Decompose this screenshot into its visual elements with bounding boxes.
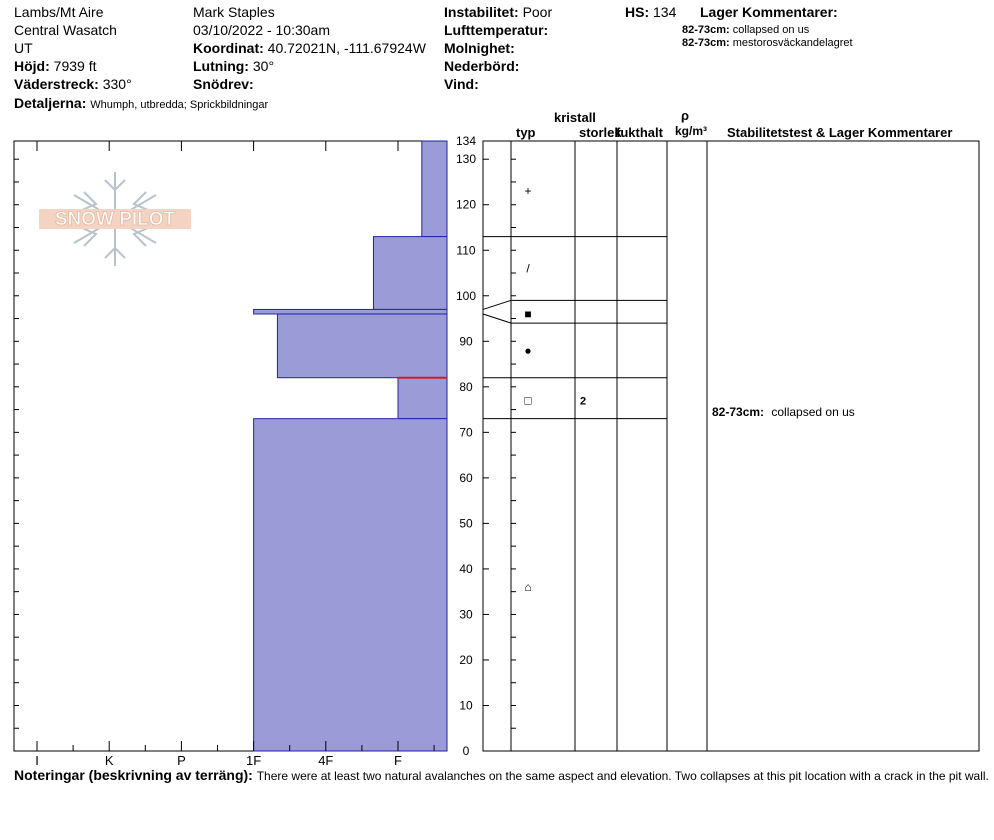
- slope-label: Lutning:: [193, 58, 249, 74]
- x-tick-label: 1F: [246, 753, 262, 768]
- precip-label: Nederbörd:: [444, 58, 520, 74]
- hardness-bar: [277, 314, 447, 378]
- slope-value: 30°: [252, 58, 275, 74]
- elevation-value: 7939 ft: [53, 58, 97, 74]
- stability-comment-text: collapsed on us: [771, 405, 855, 419]
- right-ticks: [511, 159, 516, 751]
- x-tick-label: I: [35, 753, 39, 768]
- wind-label: Vind:: [444, 76, 479, 92]
- x-tick-label: P: [177, 753, 186, 768]
- coord-label: Koordinat:: [193, 40, 264, 56]
- x-tick-label: F: [394, 753, 402, 768]
- grain-sizes: [580, 395, 586, 407]
- size-header: storlek: [579, 125, 622, 140]
- hardness-bar: [422, 141, 447, 237]
- drift-label: Snödrev:: [193, 76, 254, 92]
- aspect-label: Väderstreck:: [14, 76, 99, 92]
- y-tick-label: 130: [455, 152, 477, 167]
- grain-type-symbol: /: [526, 261, 530, 276]
- state: UT: [14, 40, 33, 56]
- type-header: typ: [516, 125, 536, 140]
- instability-value: Poor: [522, 4, 553, 20]
- y-axis: [456, 134, 489, 758]
- rho-header: ρ: [681, 108, 690, 123]
- aspect-value: 330°: [102, 76, 132, 92]
- mountain-range: Central Wasatch: [14, 22, 117, 38]
- y-tick-label: 90: [459, 334, 473, 349]
- y-tick-label: 50: [459, 516, 473, 531]
- y-tick-label: 70: [459, 425, 473, 440]
- y-tick-label: 110: [456, 243, 476, 258]
- airtemp-label: Lufttemperatur:: [444, 22, 549, 38]
- grain-type-symbol: +: [524, 184, 532, 199]
- coord-value: 40.72021N, -111.67924W: [267, 40, 426, 56]
- stability-header: Stabilitetstest & Lager Kommentarer: [727, 125, 953, 140]
- moisture-header: fukthalt: [616, 125, 663, 140]
- grain-type-symbol: ●: [524, 343, 532, 358]
- grain-type-symbol: ⌂: [524, 580, 532, 595]
- hardness-bars: [254, 141, 447, 751]
- layer-comment-text: collapsed on us: [732, 24, 810, 36]
- stability-comment: [712, 405, 855, 419]
- y-tick-label: 10: [459, 698, 473, 713]
- details-value: Whumph, utbredda; Sprickbildningar: [90, 99, 269, 111]
- notes-text: There were at least two natural avalanches on the same aspect and elevation. Two collapses at this pit location with a crack in the pit wall.: [256, 769, 989, 783]
- y-tick-label: 60: [459, 470, 473, 485]
- stability-comment-range: 82-73cm:: [712, 405, 765, 419]
- y-tick-label: 0: [462, 744, 470, 758]
- datetime: 03/10/2022 - 10:30am: [193, 22, 330, 38]
- layer-comment-range: 82-73cm:: [682, 37, 730, 49]
- density-unit-header: kg/m³: [675, 124, 708, 138]
- y-tick-label: 20: [459, 652, 473, 667]
- y-tick-label: 80: [459, 379, 473, 394]
- instability-label: Instabilitet:: [444, 4, 519, 20]
- logo-text: SNOW PILOT: [54, 209, 176, 230]
- hardness-bar: [373, 237, 447, 310]
- notes-label: Noteringar (beskrivning av terräng):: [14, 767, 253, 783]
- x-tick-label: 4F: [318, 753, 334, 768]
- grain-size-value: 2: [580, 395, 587, 408]
- layer-table-frame: [483, 141, 979, 751]
- cloud-label: Molnighet:: [444, 40, 515, 56]
- layer-comments-label: Lager Kommentarer:: [700, 4, 838, 20]
- x-tick-label: K: [104, 753, 114, 768]
- y-tick-label: 100: [455, 288, 477, 303]
- details-label: Detaljerna:: [14, 95, 87, 111]
- location: Lambs/Mt Aire: [14, 4, 104, 20]
- crystal-header: kristall: [554, 110, 596, 125]
- hs-value: 134: [653, 4, 677, 20]
- y-tick-label: 134: [455, 134, 477, 148]
- grain-symbols: [524, 184, 531, 594]
- y-tick-label: 120: [455, 197, 477, 212]
- hardness-bar: [254, 309, 447, 314]
- observer: Mark Staples: [193, 4, 275, 20]
- hs-label: HS:: [625, 4, 650, 20]
- layer-comment-text: mestorosväckandelagret: [732, 37, 853, 49]
- layer-comment-range: 82-73cm:: [682, 24, 730, 36]
- hardness-bar: [398, 378, 447, 419]
- layer-connector: [483, 300, 511, 309]
- elevation-label: Höjd:: [14, 58, 50, 74]
- layer-connector: [483, 314, 511, 323]
- snowpilot-logo: [39, 172, 191, 266]
- grain-type-symbol: ■: [524, 306, 532, 321]
- grain-type-symbol: □: [524, 393, 532, 408]
- notes: [14, 767, 994, 783]
- left-ticks: [14, 159, 19, 751]
- y-tick-label: 40: [459, 561, 473, 576]
- hardness-bar: [254, 419, 447, 751]
- y-tick-label: 30: [459, 607, 473, 622]
